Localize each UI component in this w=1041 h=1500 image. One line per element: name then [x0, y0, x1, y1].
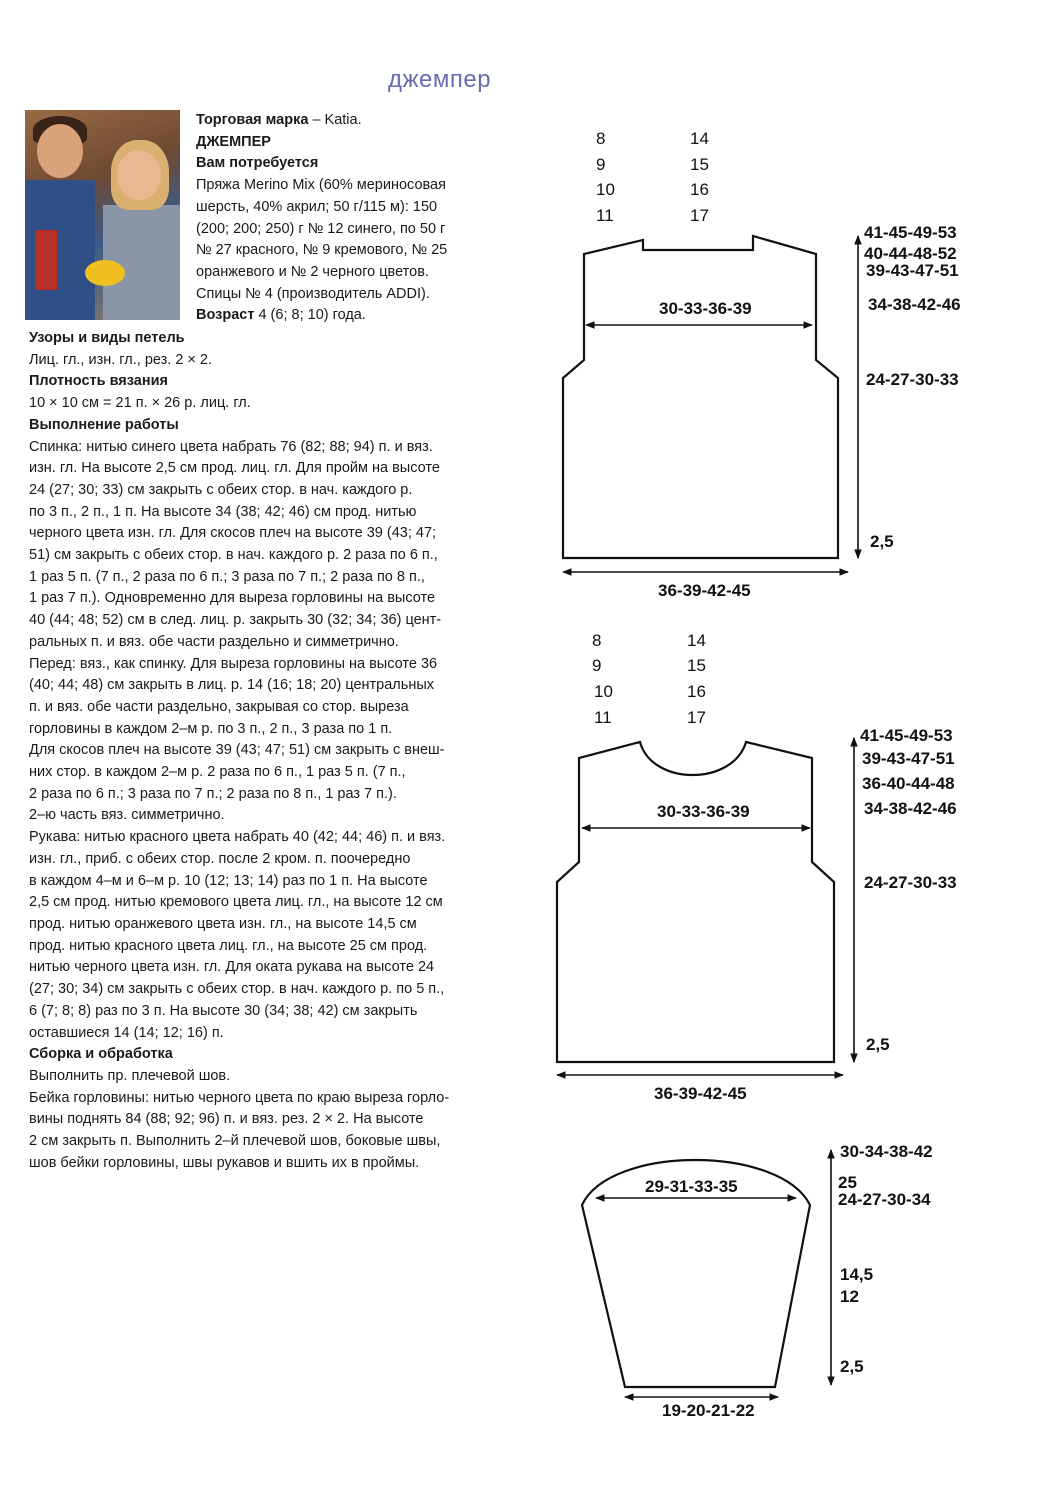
assembly-text-line: шов бейки горловины, швы рукавов и вшить их в проймы. [29, 1154, 420, 1171]
work-text-line: прод. нитью красного цвета лиц. гл., на высоте 25 см прод. [29, 937, 428, 954]
front-num-right: 14 [687, 631, 706, 650]
sleeve-diagram [582, 1142, 933, 1420]
work-text-line: изн. гл. На высоте 2,5 см прод. лиц. гл. Для пройм на высоте [29, 460, 440, 477]
front-right-label: 34-38-42-46 [864, 799, 957, 818]
work-text-line: Спинка: нитью синего цвета набрать 76 (82; 88; 94) п. и вяз. [29, 438, 433, 455]
materials-line: Пряжа Merino Mix (60% мериносовая [196, 177, 446, 194]
back-bottom-label: 36-39-42-45 [658, 581, 751, 600]
work-text-line: 2–ю часть вяз. симметрично. [29, 807, 225, 824]
front-num-left: 8 [592, 631, 602, 650]
back-right-label: 24-27-30-33 [866, 370, 959, 389]
sleeve-right-label: 14,5 [840, 1265, 874, 1284]
work-text-line: Перед: вяз., как спинку. Для выреза горловины на высоте 36 [29, 655, 438, 672]
back-diagram [563, 129, 961, 600]
work-text-line: 2 раза по 6 п.; 3 раза по 7 п.; 2 раза по 8 п., 1 раз 7 п.). [29, 785, 397, 802]
sleeve-right-label: 25 [838, 1173, 857, 1192]
work-text-line: в каждом 4–м и 6–м р. 10 (12; 13; 14) раз по 1 п. На высоте [29, 872, 428, 889]
front-right-label: 39-43-47-51 [862, 749, 955, 768]
work-text-line: 40 (44; 48; 52) см в след. лиц. р. закрыть 30 (32; 34; 36) цент- [29, 612, 442, 629]
work-text-line: 1 раз 7 п.). Одновременно для выреза горловины на высоте [29, 590, 436, 607]
patterns-heading: Узоры и виды петель [29, 330, 185, 346]
back-right-label: 2,5 [870, 532, 894, 551]
work-text-line: 2,5 см прод. нитью кремового цвета лиц. гл., на высоте 12 см [29, 894, 443, 911]
brand-label: Торговая марка [196, 112, 309, 128]
sleeve-right-label: 2,5 [840, 1357, 864, 1376]
back-num-left: 9 [596, 155, 606, 174]
work-text-line: прод. нитью оранжевого цвета изн. гл., на высоте 14,5 см [29, 915, 417, 932]
materials-line: (200; 200; 250) г № 12 синего, по 50 г [196, 220, 446, 237]
sleeve-right-label: 24-27-30-34 [838, 1190, 931, 1209]
back-num-left: 10 [596, 180, 615, 199]
work-heading: Выполнение работы [29, 416, 179, 433]
front-num-right: 15 [687, 656, 706, 675]
patterns-text: Лиц. гл., изн. гл., рез. 2 × 2. [29, 351, 213, 368]
sleeve-width-label: 29-31-33-35 [645, 1177, 738, 1196]
assembly-text-line: Бейка горловины: нитью черного цвета по краю выреза горло- [29, 1089, 450, 1106]
back-num-right: 17 [690, 206, 709, 225]
work-text-line: 6 (7; 8; 8) раз по 3 п. На высоте 30 (34; 38; 42) см закрыть [29, 1002, 418, 1019]
front-num-right: 16 [687, 682, 706, 701]
work-text-line: 1 раз 5 п. (7 п., 2 раза по 6 п.; 3 раза по 7 п.; 2 раза по 8 п., [29, 568, 425, 585]
work-text-line: Рукава: нитью красного цвета набрать 40 (42; 44; 46) п. и вяз. [29, 829, 446, 846]
materials-line: Спицы № 4 (производитель ADDI). [196, 285, 430, 302]
assembly-text-line: вины поднять 84 (88; 92; 96) п. и вяз. рез. 2 × 2. На высоте [29, 1111, 424, 1128]
back-width-label: 30-33-36-39 [659, 299, 752, 318]
sleeve-bottom-label: 19-20-21-22 [662, 1401, 755, 1420]
assembly-text-line: 2 см закрыть п. Выполнить 2–й плечевой шов, боковые швы, [29, 1133, 441, 1150]
front-num-left: 9 [592, 656, 602, 675]
assembly-heading: Сборка и обработка [29, 1046, 173, 1063]
front-width-label: 30-33-36-39 [657, 802, 750, 821]
work-text-line: по 3 п., 2 п., 1 п. На высоте 34 (38; 42; 46) см прод. нитью [29, 503, 417, 520]
page-title: джемпер [388, 66, 492, 93]
work-text-line: оставшиеся 14 (14; 12; 16) п. [29, 1024, 224, 1041]
assembly-text-line: Выполнить пр. плечевой шов. [29, 1067, 231, 1084]
sleeve-right-label: 12 [840, 1287, 859, 1306]
back-outline [563, 236, 838, 558]
back-num-left: 11 [596, 206, 614, 225]
work-text-line: (40; 44; 48) см закрыть в лиц. р. 14 (16; 18; 20) центральных [29, 677, 434, 694]
back-right-label: 41-45-49-53 [864, 223, 957, 242]
back-num-right: 16 [690, 180, 709, 199]
materials-line: № 27 красного, № 9 кремового, № 25 [196, 242, 448, 259]
back-right-label: 40-44-48-52 [864, 244, 957, 263]
age-label: Возраст [196, 307, 255, 324]
work-text-line: горловины в каждом 2–м р. по 3 п., 2 п., 3 раза по 1 п. [29, 720, 393, 737]
sleeve-right-label: 30-34-38-42 [840, 1142, 933, 1161]
back-right-label: 39-43-47-51 [866, 261, 959, 280]
back-num-left: 8 [596, 129, 606, 148]
front-right-label: 24-27-30-33 [864, 873, 957, 892]
front-diagram [557, 631, 957, 1103]
work-text-line: 24 (27; 30; 33) см закрыть с обеих стор. в нач. каждого р. [29, 481, 413, 498]
work-text-line: Для скосов плеч на высоте 39 (43; 47; 51) см закрыть с внеш- [29, 742, 445, 759]
work-text-line: 51) см закрыть с обеих стор. в нач. каждого р. 2 раза по 6 п., [29, 547, 438, 564]
front-outline [557, 742, 834, 1062]
brand-value: – Katia. [308, 112, 362, 128]
materials-line: шерсть, 40% акрил; 50 г/115 м): 150 [196, 198, 438, 215]
back-num-right: 15 [690, 155, 709, 174]
materials-heading: Вам потребуется [196, 155, 319, 172]
work-text-line: (27; 30; 34) см закрыть с обеих стор. в нач. каждого р. по 5 п., [29, 981, 445, 998]
work-text-line: нитью черного цвета изн. гл. Для оката рукава на высоте 24 [29, 959, 435, 976]
work-text-line: изн. гл., приб. с обеих стор. после 2 кром. п. поочередно [29, 850, 411, 867]
front-right-label: 2,5 [866, 1035, 890, 1054]
back-right-label: 34-38-42-46 [868, 295, 961, 314]
front-num-right: 17 [687, 708, 706, 727]
front-num-left: 11 [594, 708, 612, 727]
front-num-left: 10 [594, 682, 613, 701]
gauge-heading: Плотность вязания [29, 373, 168, 390]
item-title: ДЖЕМПЕР [196, 133, 271, 150]
front-bottom-label: 36-39-42-45 [654, 1084, 747, 1103]
gauge-text: 10 × 10 см = 21 п. × 26 р. лиц. гл. [29, 395, 251, 412]
back-num-right: 14 [690, 129, 709, 148]
age-value: 4 (6; 8; 10) года. [254, 307, 366, 324]
work-text-line: них стор. в каждом 2–м р. 2 раза по 6 п., 1 раз 5 п. (7 п., [29, 764, 406, 781]
front-right-label: 41-45-49-53 [860, 726, 953, 745]
work-text-line: черного цвета изн. гл. Для скосов плеч на высоте 39 (43; 47; [29, 525, 437, 542]
work-text-line: п. и вяз. обе части раздельно, закрывая со стор. выреза [29, 698, 409, 715]
front-right-label: 36-40-44-48 [862, 774, 955, 793]
work-text-line: ральных п. и вяз. обе части раздельно и симметрично. [29, 633, 399, 650]
materials-line: оранжевого и № 2 черного цветов. [196, 263, 429, 280]
